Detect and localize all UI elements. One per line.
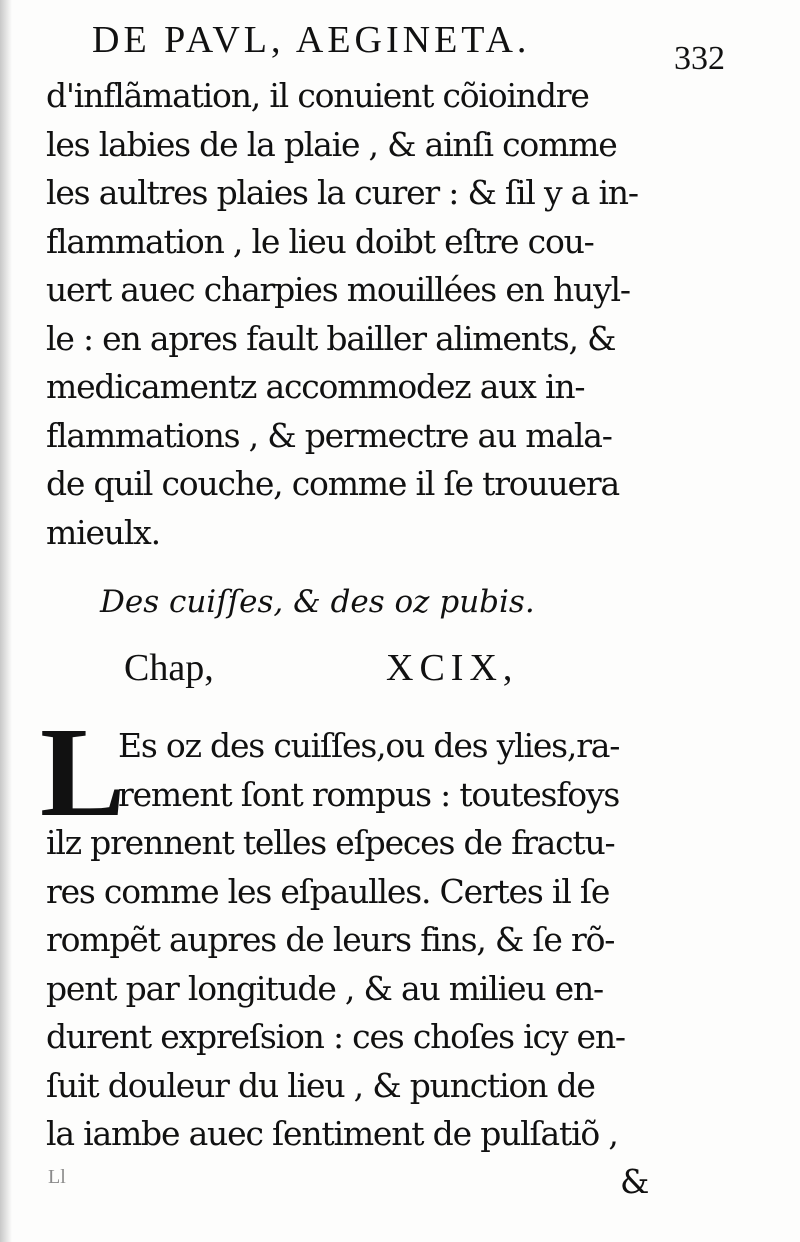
text-line: durent expreſsion : ces choſes icy en-: [46, 1017, 625, 1056]
page-gutter-shadow: [0, 0, 12, 1242]
chapter-label: Chap,: [124, 647, 214, 689]
paragraph-1: [46, 72, 666, 557]
signature-mark: Ll: [48, 1166, 66, 1188]
text-line: de quil couche, comme il ſe trouuera: [46, 464, 619, 503]
drop-cap: L: [40, 701, 126, 843]
text-line: uert auec charpies mouillées en huyl-: [46, 270, 630, 309]
catchword: &: [620, 1162, 650, 1201]
text-line: les aultres plaies la curer : & ſil y a in-: [46, 173, 638, 212]
text-line: la iambe auec ſentiment de pulſatiõ ,: [46, 1114, 618, 1153]
folio-number: 332: [674, 40, 725, 77]
text-line: les labies de la plaie , & ainſi comme: [46, 124, 617, 164]
paragraph-2-indented-lines: [118, 722, 658, 819]
text-line: flammation , le lieu doibt eſtre cou-: [46, 221, 594, 261]
text-line: le : en apres fault bailler aliments, &: [46, 318, 616, 358]
text-line: flammations , & permectre au mala-: [46, 415, 612, 455]
text-line: ſuit douleur du lieu , & punction de: [46, 1065, 595, 1105]
text-line: pent par longitude , & au milieu en-: [46, 968, 603, 1008]
text-line: Es oz des cuiſſes,ou des ylies,ra-: [118, 726, 620, 765]
running-header: DE PAVL, AEGINETA.: [92, 19, 531, 61]
text-line: medicamentz accommodez aux in-: [46, 367, 585, 406]
text-line: rement ſont rompus : toutesfoys: [118, 774, 620, 814]
text-line: mieulx.: [46, 512, 160, 552]
text-line: rompẽt aupres de leurs fins, & ſe rõ-: [46, 920, 615, 959]
paragraph-2: [46, 819, 666, 1159]
chapter-number: XCIX,: [386, 647, 519, 689]
text-line: res comme les eſpaulles. Certes il ſe: [46, 871, 610, 911]
section-heading: Des cuiſſes, & des oz pubis.: [100, 584, 535, 620]
text-line: ilz prennent telles eſpeces de fractu-: [46, 823, 615, 862]
text-line: d'inflãmation, il conuient cõioindre: [46, 76, 589, 115]
